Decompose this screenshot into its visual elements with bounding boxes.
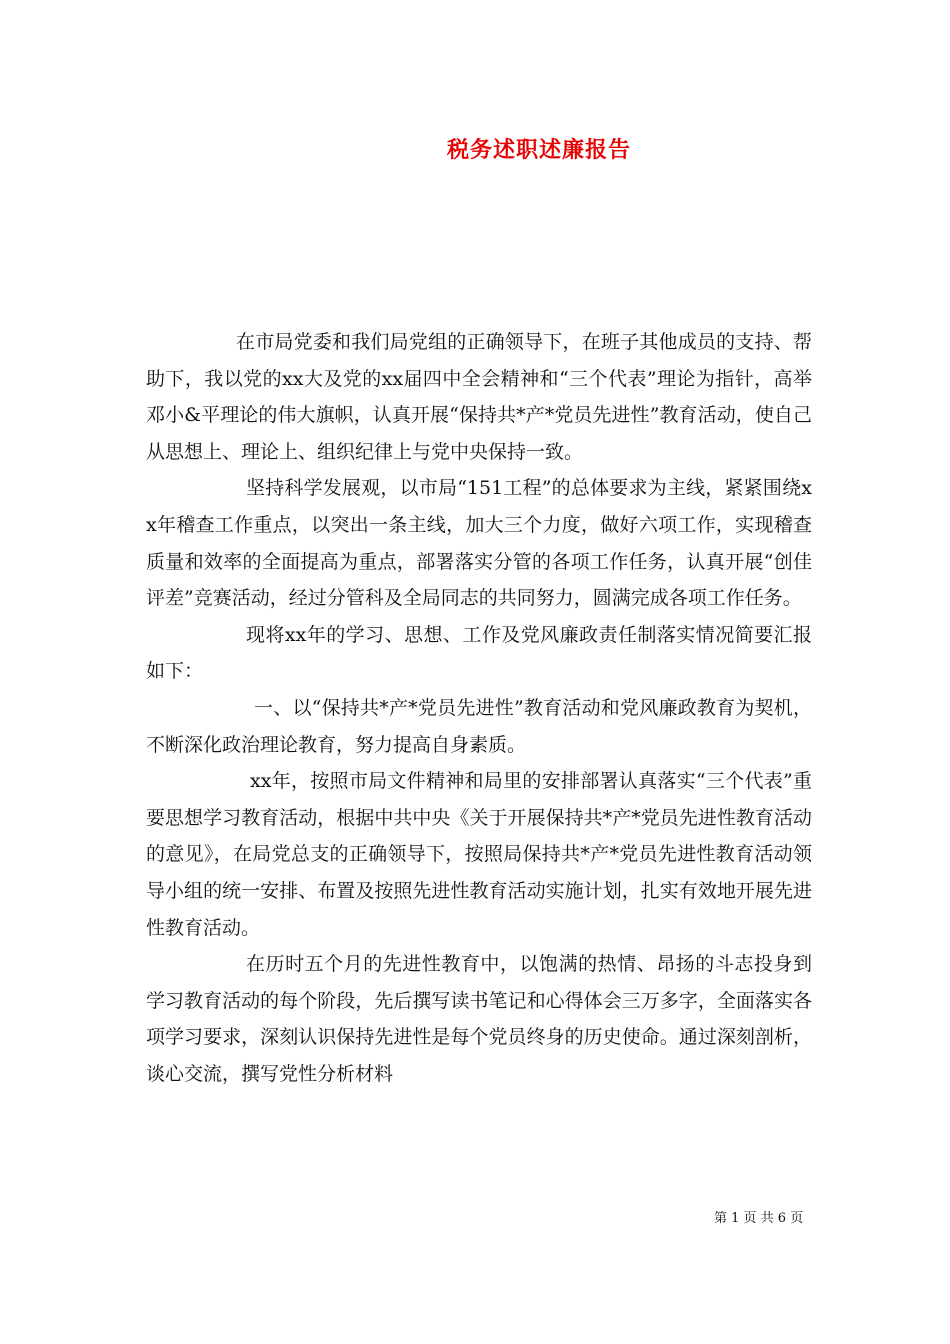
- paragraph-5: xx年，按照市局文件精神和局里的安排部署认真落实“三个代表”重要思想学习教育活动，根据中共中央《关于开展保持共*产*党员先进性教育活动的意见》，在局党总支的正确领导下，按照局保持共*产*党员先进性教育活动领导小组的统一安排、布置及按照先进性教育活动实施计划，扎实有效地开展先进性教育活动。: [146, 770, 812, 939]
- paragraph-6: 在历时五个月的先进性教育中，以饱满的热情、昂扬的斗志投身到学习教育活动的每个阶段，先后撰写读书笔记和心得体会三万多字，全面落实各项学习要求，深刻认识保持先进性是每个党员终身的历史使命。通过深刻剖析，谈心交流，撰写党性分析材料: [146, 953, 812, 1085]
- paragraph-3: 现将xx年的学习、思想、工作及党风廉政责任制落实情况简要汇报如下：: [146, 623, 812, 683]
- document-title: 税务述职述廉报告: [446, 137, 631, 163]
- document-body: [146, 324, 812, 1092]
- paragraph-2: 坚持科学发展观，以市局“151工程”的总体要求为主线，紧紧围绕xx年稽查工作重点，以突出一条主线，加大三个力度，做好六项工作，实现稽查质量和效率的全面提高为重点，部署落实分管的各项工作任务，认真开展“创佳评差”竞赛活动，经过分管科及全局同志的共同努力，圆满完成各项工作任务。: [146, 477, 812, 610]
- paragraph-1: 在市局党委和我们局党组的正确领导下，在班子其他成员的支持、帮助下，我以党的xx大及党的xx届四中全会精神和“三个代表”理论为指针，高举邓小&平理论的伟大旗帜，认真开展“保持共*产*党员先进性”教育活动，使自己从思想上、理论上、组织纪律上与党中央保持一致。: [146, 331, 812, 463]
- paragraph-4: 一、以“保持共*产*党员先进性”教育活动和党风廉政教育为契机，不断深化政治理论教育，努力提高自身素质。: [146, 696, 812, 756]
- page-number-footer: 第 1 页 共 6 页: [714, 1211, 804, 1226]
